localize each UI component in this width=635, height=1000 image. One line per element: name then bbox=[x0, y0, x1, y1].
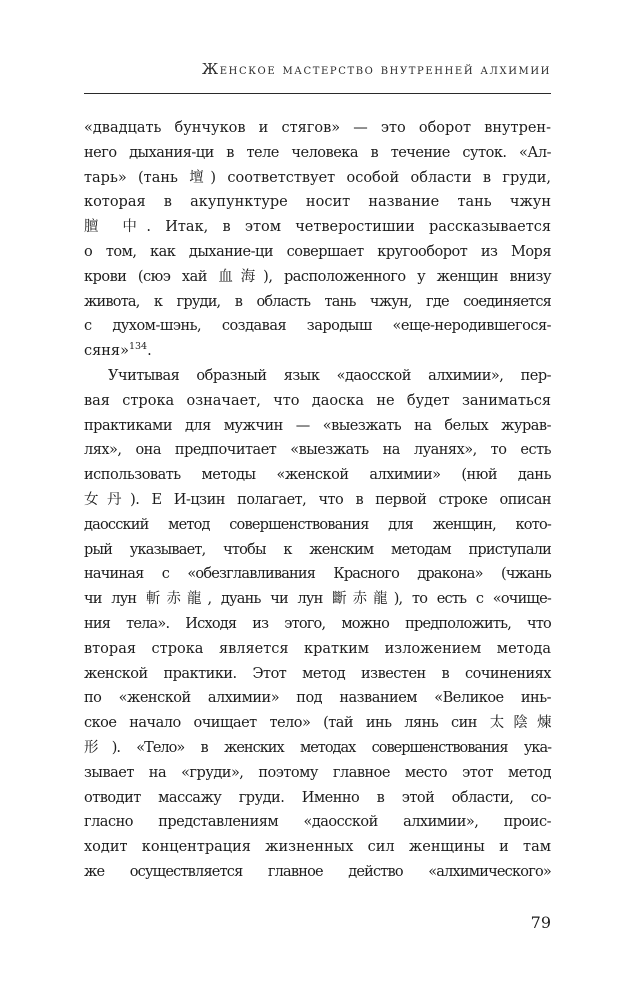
text-line: которая в акупунктуре носит название тань чжун bbox=[84, 194, 551, 211]
text-line: тарь» (тань 壇) соответствует особой области в груди, bbox=[84, 169, 551, 186]
text-line: с духом-шэнь, создавая зародыш «еще-неродившегося- bbox=[84, 318, 551, 335]
text-line: отводит массажу груди. Именно в этой области, со- bbox=[84, 789, 551, 806]
running-title: Женское мастерство внутренней алхимии bbox=[201, 62, 551, 78]
text-line: крови (сюэ хай 血海), расположенного у женщин внизу bbox=[84, 268, 551, 285]
text-line: начиная с «обезглавливания Красного дракона» (чжань bbox=[84, 566, 551, 583]
text-line: женской практики. Этот метод известен в сочинениях bbox=[84, 665, 551, 682]
text-line: чи лун 斬赤龍, дуань чи лун 斷赤龍), то есть с «очище- bbox=[84, 591, 551, 608]
text-line: зывает на «груди», поэтому главное место этот метод bbox=[84, 764, 551, 781]
text-line: ское начало очищает тело» (тай инь лянь син 太陰煉 bbox=[84, 715, 551, 732]
text-line: сяня» bbox=[84, 343, 129, 360]
text-line: рый указывает, чтобы к женским методам приступали bbox=[84, 541, 551, 558]
text-line: использовать методы «женской алхимии» (нюй дань bbox=[84, 467, 551, 484]
text-line: по «женской алхимии» под названием «Великое инь- bbox=[84, 690, 551, 707]
main-text bbox=[84, 116, 551, 885]
header-rule bbox=[84, 93, 551, 94]
footnote-reference[interactable]: 134 bbox=[128, 341, 148, 353]
text-line: даосский метод совершенствования для женщин, кото- bbox=[84, 516, 551, 533]
text-line: ходит концентрация жизненных сил женщины и там bbox=[84, 839, 551, 856]
text-line: о том, как дыхание-ци совершает кругооборот из Моря bbox=[84, 243, 551, 260]
text-line: «двадцать бунчуков и стягов» — это оборот внутрен- bbox=[84, 120, 551, 136]
text-line: Учитывая образный язык «даосской алхимии», пер- bbox=[108, 367, 551, 384]
text-line: гласно представлениям «даосской алхимии», проис- bbox=[84, 814, 551, 831]
text-line: вая строка означает, что даоска не будет заниматься bbox=[84, 392, 551, 409]
text-line: же осуществляется главное действо «алхимического» bbox=[84, 863, 551, 880]
text-line: 女丹). Е И-цзин полагает, что в первой строке описан bbox=[84, 491, 551, 508]
paragraph-2 bbox=[84, 364, 551, 885]
page-number: 79 bbox=[530, 913, 551, 932]
text-line: практиками для мужчин — «выезжать на белых журав- bbox=[84, 417, 551, 434]
paragraph-1 bbox=[84, 116, 551, 364]
text-line: лях», она предпочитает «выезжать на луанях», то есть bbox=[84, 442, 551, 459]
text-line: 形). «Тело» в женских методах совершенствования ука- bbox=[84, 739, 551, 756]
text-line: вторая строка является кратким изложением метода bbox=[84, 640, 551, 657]
text-line: ния тела». Исходя из этого, можно предположить, что bbox=[84, 615, 551, 632]
text-line: него дыхания-ци в теле человека в течение суток. «Ал- bbox=[84, 144, 551, 161]
text-line: живота, к груди, в область тань чжун, где соединяется bbox=[84, 293, 551, 310]
text-line-with-footnote: сяня»$^{134}$. bbox=[84, 341, 152, 360]
text-line: 膻 中. Итак, в этом четверостишии рассказывается bbox=[84, 219, 551, 236]
